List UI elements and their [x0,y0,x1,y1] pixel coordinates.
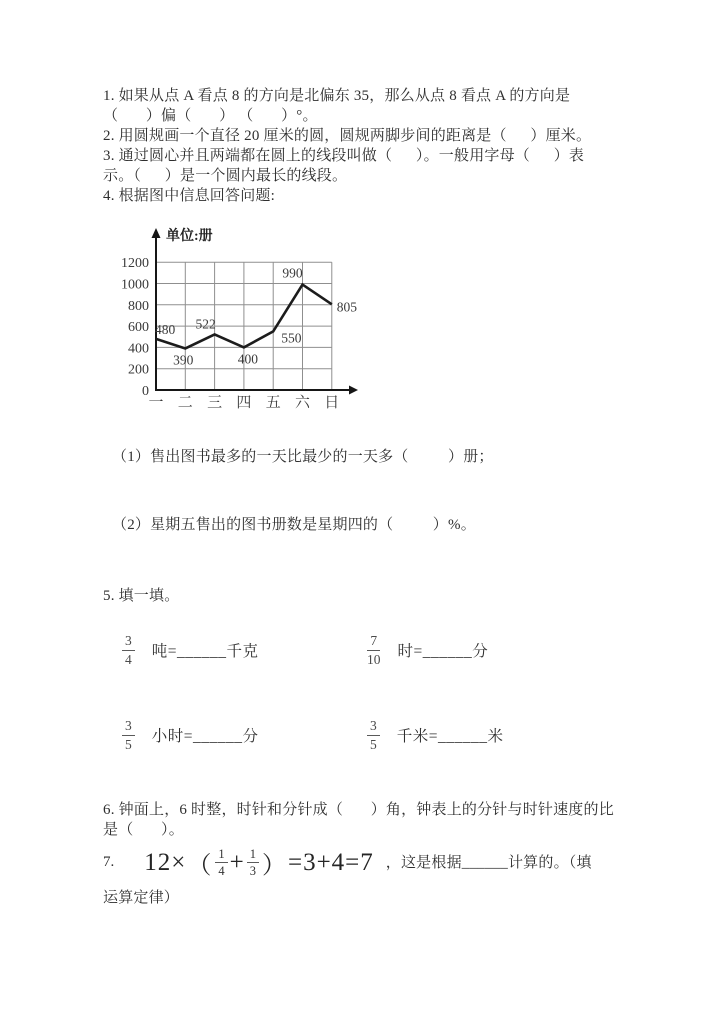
fraction-numerator: 3 [367,718,380,736]
question-6-line-1: 6. 钟面上，6 时整，时针和分针成（ ）角，钟表上的分针与时针速度的比 [103,802,614,818]
fraction [367,633,381,667]
fill-item-hours [367,633,488,667]
y-axis-arrow [152,228,161,238]
question-3-line-1: 3. 通过圆心并且两端都在圆上的线段叫做（ ）。一般用字母（ ）表 [103,148,585,164]
data-point-label: 522 [195,316,216,332]
fraction [122,718,135,752]
question-6-line-2: 是（ ）。 [103,822,184,838]
question-7-tail: ，这是根据______计算的。（填 [385,854,592,871]
fill-blank-text: 千米=______米 [396,728,504,746]
data-point-label: 390 [173,352,194,368]
question-2 [103,126,591,146]
question-5-text: 5. 填一填。 [103,588,180,604]
x-tick-label: 四 [236,395,252,411]
question-7-continued: 运算定律） [103,890,180,906]
open-paren: （ [187,853,213,879]
equation [144,845,374,880]
question-1-line-1: 1. 如果从点 A 看点 8 的方向是北偏东 35，那么从点 8 看点 A 的方向是 [103,88,571,104]
fraction-numerator: 3 [122,718,135,736]
close-paren: ） [261,853,287,879]
y-tick-label: 200 [128,362,149,378]
fill-blank-text: 时=______分 [397,643,489,661]
x-axis-arrow [349,386,358,395]
y-tick-label: 400 [128,341,149,357]
x-tick-label: 二 [177,395,193,411]
question-4-sub-1 [112,447,494,467]
question-7-number: 7. [103,854,115,870]
question-1-line-2: （ ）偏（ ） （ ）°。 [103,108,318,124]
fraction-denominator: 10 [367,651,381,667]
question-1 [103,86,570,126]
sub-question-2-text: （2）星期五售出的图书册数是星期四的（ ）%。 [112,517,476,533]
x-tick-label: 五 [265,395,281,411]
equation-lhs: 12× [144,848,187,876]
fraction [215,847,227,879]
fill-item-minutes [122,718,259,752]
fraction-denominator: 3 [249,864,256,878]
fill-blank-text: 吨=______千克 [151,643,259,661]
fraction [247,847,259,879]
fraction-numerator: 7 [367,633,380,651]
y-tick-label: 0 [142,384,149,399]
fraction-denominator: 4 [125,651,132,667]
fraction-denominator: 4 [218,864,225,878]
fill-item-meters [367,718,504,752]
question-4-sub-2 [112,515,476,535]
fraction-numerator: 1 [215,847,227,863]
question-6 [103,800,614,840]
x-tick-label: 一 [148,395,164,411]
plus-sign: + [229,848,245,876]
data-point-label: 990 [282,265,303,281]
question-3 [103,146,584,186]
question-2-line-1: 2. 用圆规画一个直径 20 厘米的圆，圆规两脚步间的距离是（ ）厘米。 [103,128,592,144]
fraction-denominator: 5 [125,736,132,752]
fraction-numerator: 1 [247,847,259,863]
fraction-numerator: 3 [122,633,135,651]
chart-unit-label: 单位:册 [166,229,213,244]
question-7 [103,845,592,880]
fill-item-tons [122,633,259,667]
y-tick-label: 800 [128,298,149,314]
x-tick-label: 三 [207,395,223,411]
y-tick-label: 1200 [121,256,149,272]
equation-rhs: =3+4=7 [287,848,374,876]
data-point-label: 480 [155,321,176,337]
fraction-denominator: 5 [370,736,377,752]
chart-canvas [120,224,382,424]
data-point-label: 400 [237,351,259,367]
question-4 [103,186,275,206]
data-point-label: 550 [281,330,302,346]
question-5 [103,586,179,606]
question-4-line-1: 4. 根据图中信息回答问题: [103,188,275,204]
x-tick-label: 六 [294,395,311,411]
y-tick-label: 600 [128,320,149,336]
x-tick-label: 日 [324,395,340,411]
sub-question-1-text: （1）售出图书最多的一天比最少的一天多（ ）册； [112,449,494,465]
y-tick-label: 1000 [121,277,149,293]
fraction [122,633,135,667]
fraction [367,718,380,752]
data-point-label: 805 [336,299,358,315]
fill-blank-text: 小时=______分 [151,728,259,746]
question-3-line-2: 示。（ ）是一个圆内最长的线段。 [103,168,348,184]
book-sales-line-chart [120,224,382,424]
